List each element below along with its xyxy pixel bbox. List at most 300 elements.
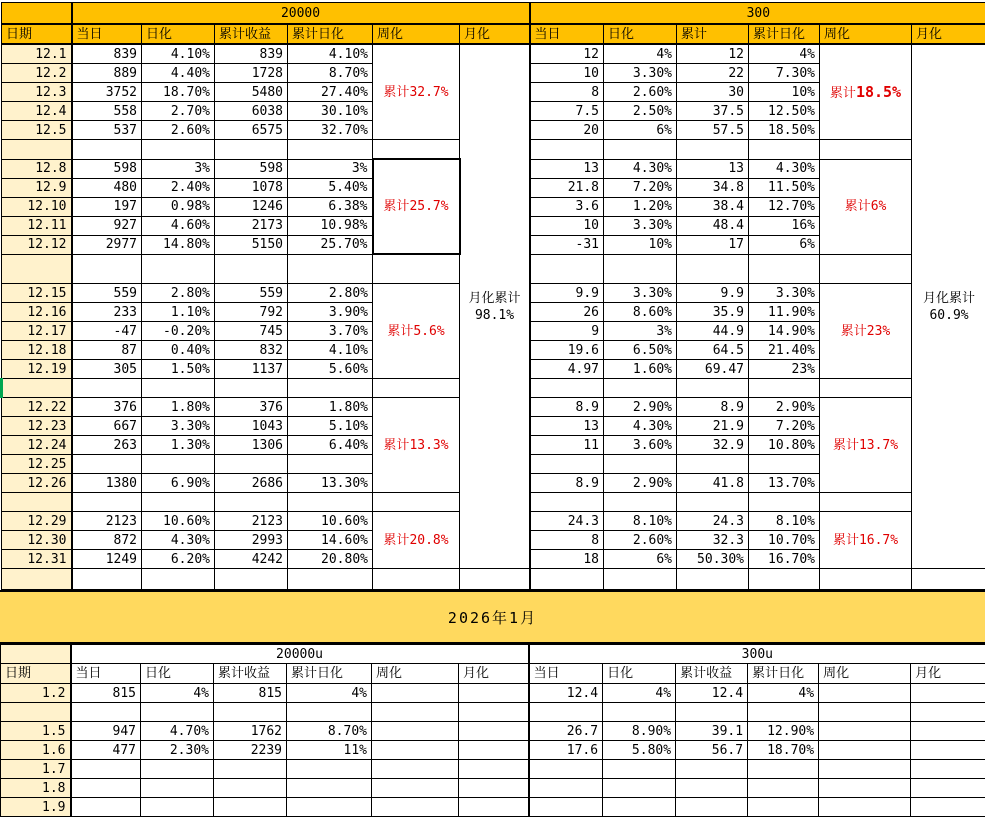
value-cell[interactable] [288, 197, 373, 216]
value-cell[interactable] [288, 64, 373, 83]
value-cell[interactable] [288, 44, 373, 64]
value-cell[interactable] [748, 760, 819, 779]
value-cell[interactable] [530, 235, 604, 254]
value-cell[interactable] [604, 64, 677, 83]
value-cell[interactable] [142, 284, 215, 303]
value-cell[interactable] [677, 102, 749, 121]
monthly-spacer-cell[interactable] [459, 779, 529, 798]
value-cell[interactable] [749, 235, 820, 254]
value-cell[interactable] [530, 159, 604, 178]
weekly-spacer-cell[interactable] [372, 684, 459, 703]
value-cell[interactable] [287, 798, 372, 817]
value-cell[interactable] [142, 102, 215, 121]
monthly-spacer-cell[interactable] [911, 722, 985, 741]
value-cell[interactable] [677, 197, 749, 216]
value-cell[interactable] [530, 531, 604, 550]
value-cell[interactable] [677, 64, 749, 83]
value-cell[interactable] [71, 703, 141, 722]
value-cell[interactable] [215, 455, 288, 474]
value-cell[interactable] [529, 703, 603, 722]
value-cell[interactable] [72, 341, 142, 360]
column-header[interactable] [530, 24, 604, 44]
column-header[interactable] [529, 664, 603, 684]
value-cell[interactable] [287, 684, 372, 703]
value-cell[interactable] [604, 417, 677, 436]
monthly-spacer-cell[interactable] [911, 760, 985, 779]
value-cell[interactable] [748, 684, 819, 703]
weekly-spacer-cell[interactable] [819, 741, 911, 760]
value-cell[interactable] [72, 569, 142, 590]
value-cell[interactable] [749, 178, 820, 197]
date-cell[interactable] [2, 531, 72, 550]
value-cell[interactable] [676, 779, 748, 798]
value-cell[interactable] [603, 741, 676, 760]
value-cell[interactable] [72, 284, 142, 303]
monthly-spacer-cell[interactable] [911, 798, 985, 817]
value-cell[interactable] [530, 44, 604, 64]
date-cell[interactable] [2, 398, 72, 417]
value-cell[interactable] [677, 379, 749, 398]
section-header-right[interactable] [530, 3, 985, 25]
value-cell[interactable] [749, 398, 820, 417]
value-cell[interactable] [604, 140, 677, 160]
column-header[interactable] [2, 24, 72, 44]
value-cell[interactable] [215, 102, 288, 121]
value-cell[interactable] [529, 684, 603, 703]
value-cell[interactable] [604, 303, 677, 322]
value-cell[interactable] [142, 254, 215, 284]
value-cell[interactable] [72, 159, 142, 178]
value-cell[interactable] [288, 341, 373, 360]
weekly-spacer-cell[interactable] [819, 703, 911, 722]
value-cell[interactable] [141, 684, 214, 703]
monthly-spacer-cell[interactable] [459, 722, 529, 741]
corner-cell[interactable] [2, 3, 72, 25]
value-cell[interactable] [288, 531, 373, 550]
column-header[interactable] [215, 24, 288, 44]
value-cell[interactable] [530, 197, 604, 216]
value-cell[interactable] [142, 159, 215, 178]
value-cell[interactable] [215, 235, 288, 254]
value-cell[interactable] [677, 322, 749, 341]
column-header[interactable] [819, 664, 911, 684]
value-cell[interactable] [749, 197, 820, 216]
value-cell[interactable] [214, 760, 287, 779]
column-header[interactable] [459, 664, 529, 684]
weekly-total-left[interactable] [373, 284, 460, 379]
date-cell[interactable] [2, 159, 72, 178]
weekly-spacer-cell[interactable] [819, 684, 911, 703]
date-cell[interactable] [2, 303, 72, 322]
value-cell[interactable] [215, 140, 288, 160]
value-cell[interactable] [749, 140, 820, 160]
weekly-total-right[interactable] [820, 284, 912, 379]
value-cell[interactable] [287, 722, 372, 741]
value-cell[interactable] [749, 254, 820, 284]
monthly-spacer-cell[interactable] [911, 684, 985, 703]
weekly-spacer-cell[interactable] [373, 140, 460, 160]
value-cell[interactable] [72, 254, 142, 284]
column-header[interactable] [748, 664, 819, 684]
value-cell[interactable] [215, 322, 288, 341]
value-cell[interactable] [214, 703, 287, 722]
value-cell[interactable] [215, 197, 288, 216]
value-cell[interactable] [288, 360, 373, 379]
value-cell[interactable] [677, 531, 749, 550]
weekly-spacer-cell[interactable] [373, 569, 460, 590]
value-cell[interactable] [288, 159, 373, 178]
column-header[interactable] [71, 664, 141, 684]
value-cell[interactable] [677, 455, 749, 474]
weekly-spacer-cell[interactable] [372, 760, 459, 779]
value-cell[interactable] [677, 216, 749, 235]
value-cell[interactable] [215, 550, 288, 569]
value-cell[interactable] [142, 379, 215, 398]
value-cell[interactable] [215, 254, 288, 284]
value-cell[interactable] [288, 417, 373, 436]
value-cell[interactable] [677, 303, 749, 322]
value-cell[interactable] [72, 531, 142, 550]
column-header[interactable] [372, 664, 459, 684]
value-cell[interactable] [141, 779, 214, 798]
date-cell[interactable] [2, 235, 72, 254]
value-cell[interactable] [677, 254, 749, 284]
value-cell[interactable] [142, 216, 215, 235]
value-cell[interactable] [530, 254, 604, 284]
value-cell[interactable] [530, 102, 604, 121]
weekly-spacer-cell[interactable] [819, 779, 911, 798]
value-cell[interactable] [215, 569, 288, 590]
column-header[interactable] [604, 24, 677, 44]
value-cell[interactable] [142, 303, 215, 322]
value-cell[interactable] [71, 684, 141, 703]
value-cell[interactable] [749, 102, 820, 121]
value-cell[interactable] [677, 360, 749, 379]
value-cell[interactable] [71, 760, 141, 779]
date-cell[interactable] [2, 216, 72, 235]
value-cell[interactable] [604, 455, 677, 474]
value-cell[interactable] [676, 722, 748, 741]
column-header[interactable] [142, 24, 215, 44]
value-cell[interactable] [288, 474, 373, 493]
date-cell[interactable] [2, 417, 72, 436]
value-cell[interactable] [749, 44, 820, 64]
value-cell[interactable] [288, 493, 373, 512]
value-cell[interactable] [530, 455, 604, 474]
monthly-spacer-cell[interactable] [460, 569, 530, 590]
value-cell[interactable] [142, 178, 215, 197]
value-cell[interactable] [215, 531, 288, 550]
value-cell[interactable] [677, 235, 749, 254]
value-cell[interactable] [215, 216, 288, 235]
date-cell[interactable] [2, 512, 72, 531]
value-cell[interactable] [604, 83, 677, 102]
value-cell[interactable] [215, 64, 288, 83]
value-cell[interactable] [215, 417, 288, 436]
value-cell[interactable] [677, 44, 749, 64]
value-cell[interactable] [749, 379, 820, 398]
weekly-total-left[interactable] [373, 512, 460, 569]
value-cell[interactable] [749, 512, 820, 531]
value-cell[interactable] [215, 178, 288, 197]
value-cell[interactable] [214, 798, 287, 817]
value-cell[interactable] [215, 83, 288, 102]
date-cell[interactable] [1, 684, 71, 703]
value-cell[interactable] [288, 254, 373, 284]
date-cell[interactable] [1, 798, 71, 817]
value-cell[interactable] [530, 303, 604, 322]
value-cell[interactable] [677, 341, 749, 360]
value-cell[interactable] [142, 121, 215, 140]
weekly-spacer-cell[interactable] [820, 379, 912, 398]
value-cell[interactable] [748, 741, 819, 760]
value-cell[interactable] [72, 455, 142, 474]
monthly-spacer-cell[interactable] [459, 798, 529, 817]
value-cell[interactable] [214, 779, 287, 798]
value-cell[interactable] [72, 140, 142, 160]
value-cell[interactable] [288, 569, 373, 590]
weekly-spacer-cell[interactable] [372, 798, 459, 817]
value-cell[interactable] [530, 398, 604, 417]
monthly-spacer-cell[interactable] [911, 703, 985, 722]
column-header[interactable] [373, 24, 460, 44]
date-cell[interactable] [1, 760, 71, 779]
weekly-total-left[interactable] [373, 159, 460, 254]
value-cell[interactable] [530, 360, 604, 379]
weekly-total-right[interactable] [820, 398, 912, 493]
value-cell[interactable] [530, 216, 604, 235]
value-cell[interactable] [72, 83, 142, 102]
value-cell[interactable] [71, 741, 141, 760]
value-cell[interactable] [603, 798, 676, 817]
value-cell[interactable] [749, 159, 820, 178]
value-cell[interactable] [215, 159, 288, 178]
weekly-spacer-cell[interactable] [819, 798, 911, 817]
value-cell[interactable] [677, 83, 749, 102]
value-cell[interactable] [215, 121, 288, 140]
value-cell[interactable] [215, 341, 288, 360]
value-cell[interactable] [288, 379, 373, 398]
value-cell[interactable] [142, 417, 215, 436]
value-cell[interactable] [215, 398, 288, 417]
weekly-spacer-cell[interactable] [372, 703, 459, 722]
value-cell[interactable] [142, 512, 215, 531]
value-cell[interactable] [142, 493, 215, 512]
value-cell[interactable] [142, 550, 215, 569]
value-cell[interactable] [677, 493, 749, 512]
value-cell[interactable] [142, 531, 215, 550]
value-cell[interactable] [749, 436, 820, 455]
value-cell[interactable] [141, 722, 214, 741]
weekly-spacer-cell[interactable] [819, 760, 911, 779]
value-cell[interactable] [603, 722, 676, 741]
value-cell[interactable] [287, 779, 372, 798]
value-cell[interactable] [749, 121, 820, 140]
monthly-spacer-cell[interactable] [912, 569, 985, 590]
value-cell[interactable] [71, 779, 141, 798]
value-cell[interactable] [141, 760, 214, 779]
value-cell[interactable] [72, 436, 142, 455]
column-header[interactable] [287, 664, 372, 684]
value-cell[interactable] [288, 102, 373, 121]
value-cell[interactable] [749, 360, 820, 379]
value-cell[interactable] [604, 569, 677, 590]
column-header[interactable] [677, 24, 749, 44]
weekly-total-right[interactable] [820, 44, 912, 140]
value-cell[interactable] [72, 493, 142, 512]
value-cell[interactable] [142, 64, 215, 83]
weekly-spacer-cell[interactable] [820, 254, 912, 284]
value-cell[interactable] [603, 684, 676, 703]
value-cell[interactable] [288, 455, 373, 474]
value-cell[interactable] [215, 474, 288, 493]
value-cell[interactable] [72, 474, 142, 493]
value-cell[interactable] [141, 798, 214, 817]
value-cell[interactable] [215, 44, 288, 64]
value-cell[interactable] [142, 322, 215, 341]
value-cell[interactable] [529, 722, 603, 741]
value-cell[interactable] [72, 178, 142, 197]
weekly-total-right[interactable] [820, 159, 912, 254]
value-cell[interactable] [288, 550, 373, 569]
value-cell[interactable] [530, 569, 604, 590]
value-cell[interactable] [288, 235, 373, 254]
value-cell[interactable] [72, 417, 142, 436]
value-cell[interactable] [677, 436, 749, 455]
value-cell[interactable] [214, 684, 287, 703]
value-cell[interactable] [604, 493, 677, 512]
value-cell[interactable] [72, 360, 142, 379]
column-header[interactable] [749, 24, 820, 44]
value-cell[interactable] [142, 197, 215, 216]
value-cell[interactable] [603, 760, 676, 779]
value-cell[interactable] [530, 436, 604, 455]
value-cell[interactable] [288, 178, 373, 197]
value-cell[interactable] [72, 235, 142, 254]
value-cell[interactable] [215, 493, 288, 512]
value-cell[interactable] [530, 474, 604, 493]
value-cell[interactable] [604, 159, 677, 178]
value-cell[interactable] [142, 455, 215, 474]
value-cell[interactable] [288, 512, 373, 531]
weekly-total-left[interactable] [373, 398, 460, 493]
value-cell[interactable] [72, 379, 142, 398]
weekly-spacer-cell[interactable] [820, 569, 912, 590]
value-cell[interactable] [287, 703, 372, 722]
value-cell[interactable] [72, 102, 142, 121]
value-cell[interactable] [676, 703, 748, 722]
value-cell[interactable] [530, 341, 604, 360]
column-header[interactable] [214, 664, 287, 684]
monthly-total-right[interactable] [912, 44, 985, 569]
value-cell[interactable] [72, 303, 142, 322]
value-cell[interactable] [530, 417, 604, 436]
value-cell[interactable] [142, 83, 215, 102]
section-header-right[interactable] [529, 645, 985, 664]
value-cell[interactable] [677, 398, 749, 417]
monthly-spacer-cell[interactable] [459, 684, 529, 703]
value-cell[interactable] [529, 779, 603, 798]
value-cell[interactable] [288, 83, 373, 102]
corner-cell[interactable] [1, 645, 71, 664]
value-cell[interactable] [604, 341, 677, 360]
value-cell[interactable] [72, 216, 142, 235]
date-cell[interactable] [1, 741, 71, 760]
value-cell[interactable] [749, 216, 820, 235]
value-cell[interactable] [748, 798, 819, 817]
value-cell[interactable] [749, 284, 820, 303]
column-header[interactable] [288, 24, 373, 44]
value-cell[interactable] [749, 550, 820, 569]
value-cell[interactable] [749, 303, 820, 322]
date-cell[interactable] [2, 284, 72, 303]
value-cell[interactable] [604, 44, 677, 64]
value-cell[interactable] [215, 303, 288, 322]
value-cell[interactable] [215, 360, 288, 379]
value-cell[interactable] [530, 379, 604, 398]
value-cell[interactable] [530, 178, 604, 197]
date-cell[interactable] [2, 569, 72, 590]
value-cell[interactable] [215, 512, 288, 531]
value-cell[interactable] [530, 493, 604, 512]
value-cell[interactable] [604, 531, 677, 550]
value-cell[interactable] [677, 140, 749, 160]
date-cell[interactable] [2, 550, 72, 569]
value-cell[interactable] [604, 550, 677, 569]
value-cell[interactable] [287, 760, 372, 779]
value-cell[interactable] [142, 140, 215, 160]
value-cell[interactable] [142, 398, 215, 417]
value-cell[interactable] [288, 284, 373, 303]
date-cell[interactable] [2, 493, 72, 512]
value-cell[interactable] [215, 284, 288, 303]
value-cell[interactable] [748, 779, 819, 798]
date-cell[interactable] [2, 341, 72, 360]
value-cell[interactable] [530, 550, 604, 569]
value-cell[interactable] [749, 531, 820, 550]
value-cell[interactable] [72, 197, 142, 216]
weekly-spacer-cell[interactable] [820, 493, 912, 512]
value-cell[interactable] [604, 436, 677, 455]
value-cell[interactable] [676, 760, 748, 779]
value-cell[interactable] [530, 512, 604, 531]
value-cell[interactable] [72, 44, 142, 64]
value-cell[interactable] [215, 436, 288, 455]
value-cell[interactable] [288, 121, 373, 140]
date-cell[interactable] [2, 436, 72, 455]
value-cell[interactable] [749, 83, 820, 102]
value-cell[interactable] [677, 178, 749, 197]
value-cell[interactable] [604, 197, 677, 216]
column-header[interactable] [1, 664, 71, 684]
column-header[interactable] [603, 664, 676, 684]
monthly-spacer-cell[interactable] [911, 779, 985, 798]
value-cell[interactable] [677, 474, 749, 493]
value-cell[interactable] [141, 741, 214, 760]
value-cell[interactable] [530, 83, 604, 102]
value-cell[interactable] [142, 569, 215, 590]
value-cell[interactable] [530, 121, 604, 140]
weekly-spacer-cell[interactable] [373, 493, 460, 512]
value-cell[interactable] [677, 417, 749, 436]
weekly-spacer-cell[interactable] [372, 779, 459, 798]
weekly-spacer-cell[interactable] [819, 722, 911, 741]
value-cell[interactable] [530, 284, 604, 303]
value-cell[interactable] [677, 550, 749, 569]
date-cell[interactable] [2, 121, 72, 140]
value-cell[interactable] [215, 379, 288, 398]
date-cell[interactable] [2, 455, 72, 474]
